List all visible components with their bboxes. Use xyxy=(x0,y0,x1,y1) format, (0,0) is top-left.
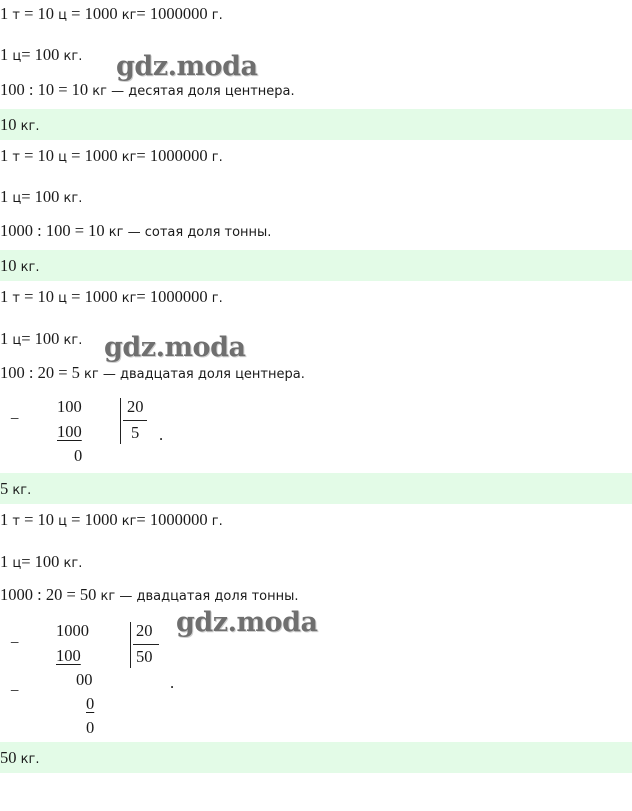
watermark: gdz.moda xyxy=(176,607,318,638)
partial-remainder: 00 xyxy=(76,670,93,689)
subtrahend: 100 xyxy=(57,422,82,441)
subtrahend: 100 xyxy=(56,646,81,665)
answer-box: 50 кг. xyxy=(0,742,632,773)
remainder: 0 xyxy=(74,446,83,465)
divisor: 20 xyxy=(136,621,153,640)
line-conversion: 1 т = 10 ц = 1000 кг= 1000000 г. xyxy=(0,4,223,23)
long-division xyxy=(0,396,200,466)
period: . xyxy=(159,425,164,444)
line-centner: 1 ц= 100 кг. xyxy=(0,45,83,64)
minus-sign: − xyxy=(10,681,20,700)
answer-box: 10 кг. xyxy=(0,250,632,281)
remainder: 0 xyxy=(86,718,95,737)
dividend: 1000 xyxy=(56,621,89,640)
line-centner: 1 ц= 100 кг. xyxy=(0,329,83,348)
long-division xyxy=(0,620,200,738)
line-conversion: 1 т = 10 ц = 1000 кг= 1000000 г. xyxy=(0,287,223,306)
division-bar xyxy=(130,622,131,668)
minus-sign: − xyxy=(10,409,20,428)
minus-sign: − xyxy=(10,633,20,652)
watermark: gdz.moda xyxy=(104,332,246,363)
watermark: gdz.moda xyxy=(116,51,258,82)
line-centner: 1 ц= 100 кг. xyxy=(0,552,83,571)
line-calculation: 1000 : 20 = 50 кг — двадцатая доля тонны. xyxy=(0,585,299,604)
answer-box: 10 кг. xyxy=(0,109,632,140)
divisor-line xyxy=(123,420,147,421)
subtrahend: 0 xyxy=(86,694,95,713)
division-bar xyxy=(120,398,121,444)
line-conversion: 1 т = 10 ц = 1000 кг= 1000000 г. xyxy=(0,146,223,165)
line-calculation: 100 : 20 = 5 кг — двадцатая доля центнера. xyxy=(0,363,305,382)
divisor-line xyxy=(133,644,159,645)
quotient: 50 xyxy=(136,647,153,666)
line-conversion: 1 т = 10 ц = 1000 кг= 1000000 г. xyxy=(0,510,223,529)
answer-box: 5 кг. xyxy=(0,473,632,504)
line-calculation: 1000 : 100 = 10 кг — сотая доля тонны. xyxy=(0,221,272,240)
quotient: 5 xyxy=(131,423,140,442)
line-calculation: 100 : 10 = 10 кг — десятая доля центнера. xyxy=(0,80,295,99)
line-centner: 1 ц= 100 кг. xyxy=(0,187,83,206)
divisor: 20 xyxy=(127,397,144,416)
dividend: 100 xyxy=(57,397,82,416)
period: . xyxy=(170,673,175,692)
